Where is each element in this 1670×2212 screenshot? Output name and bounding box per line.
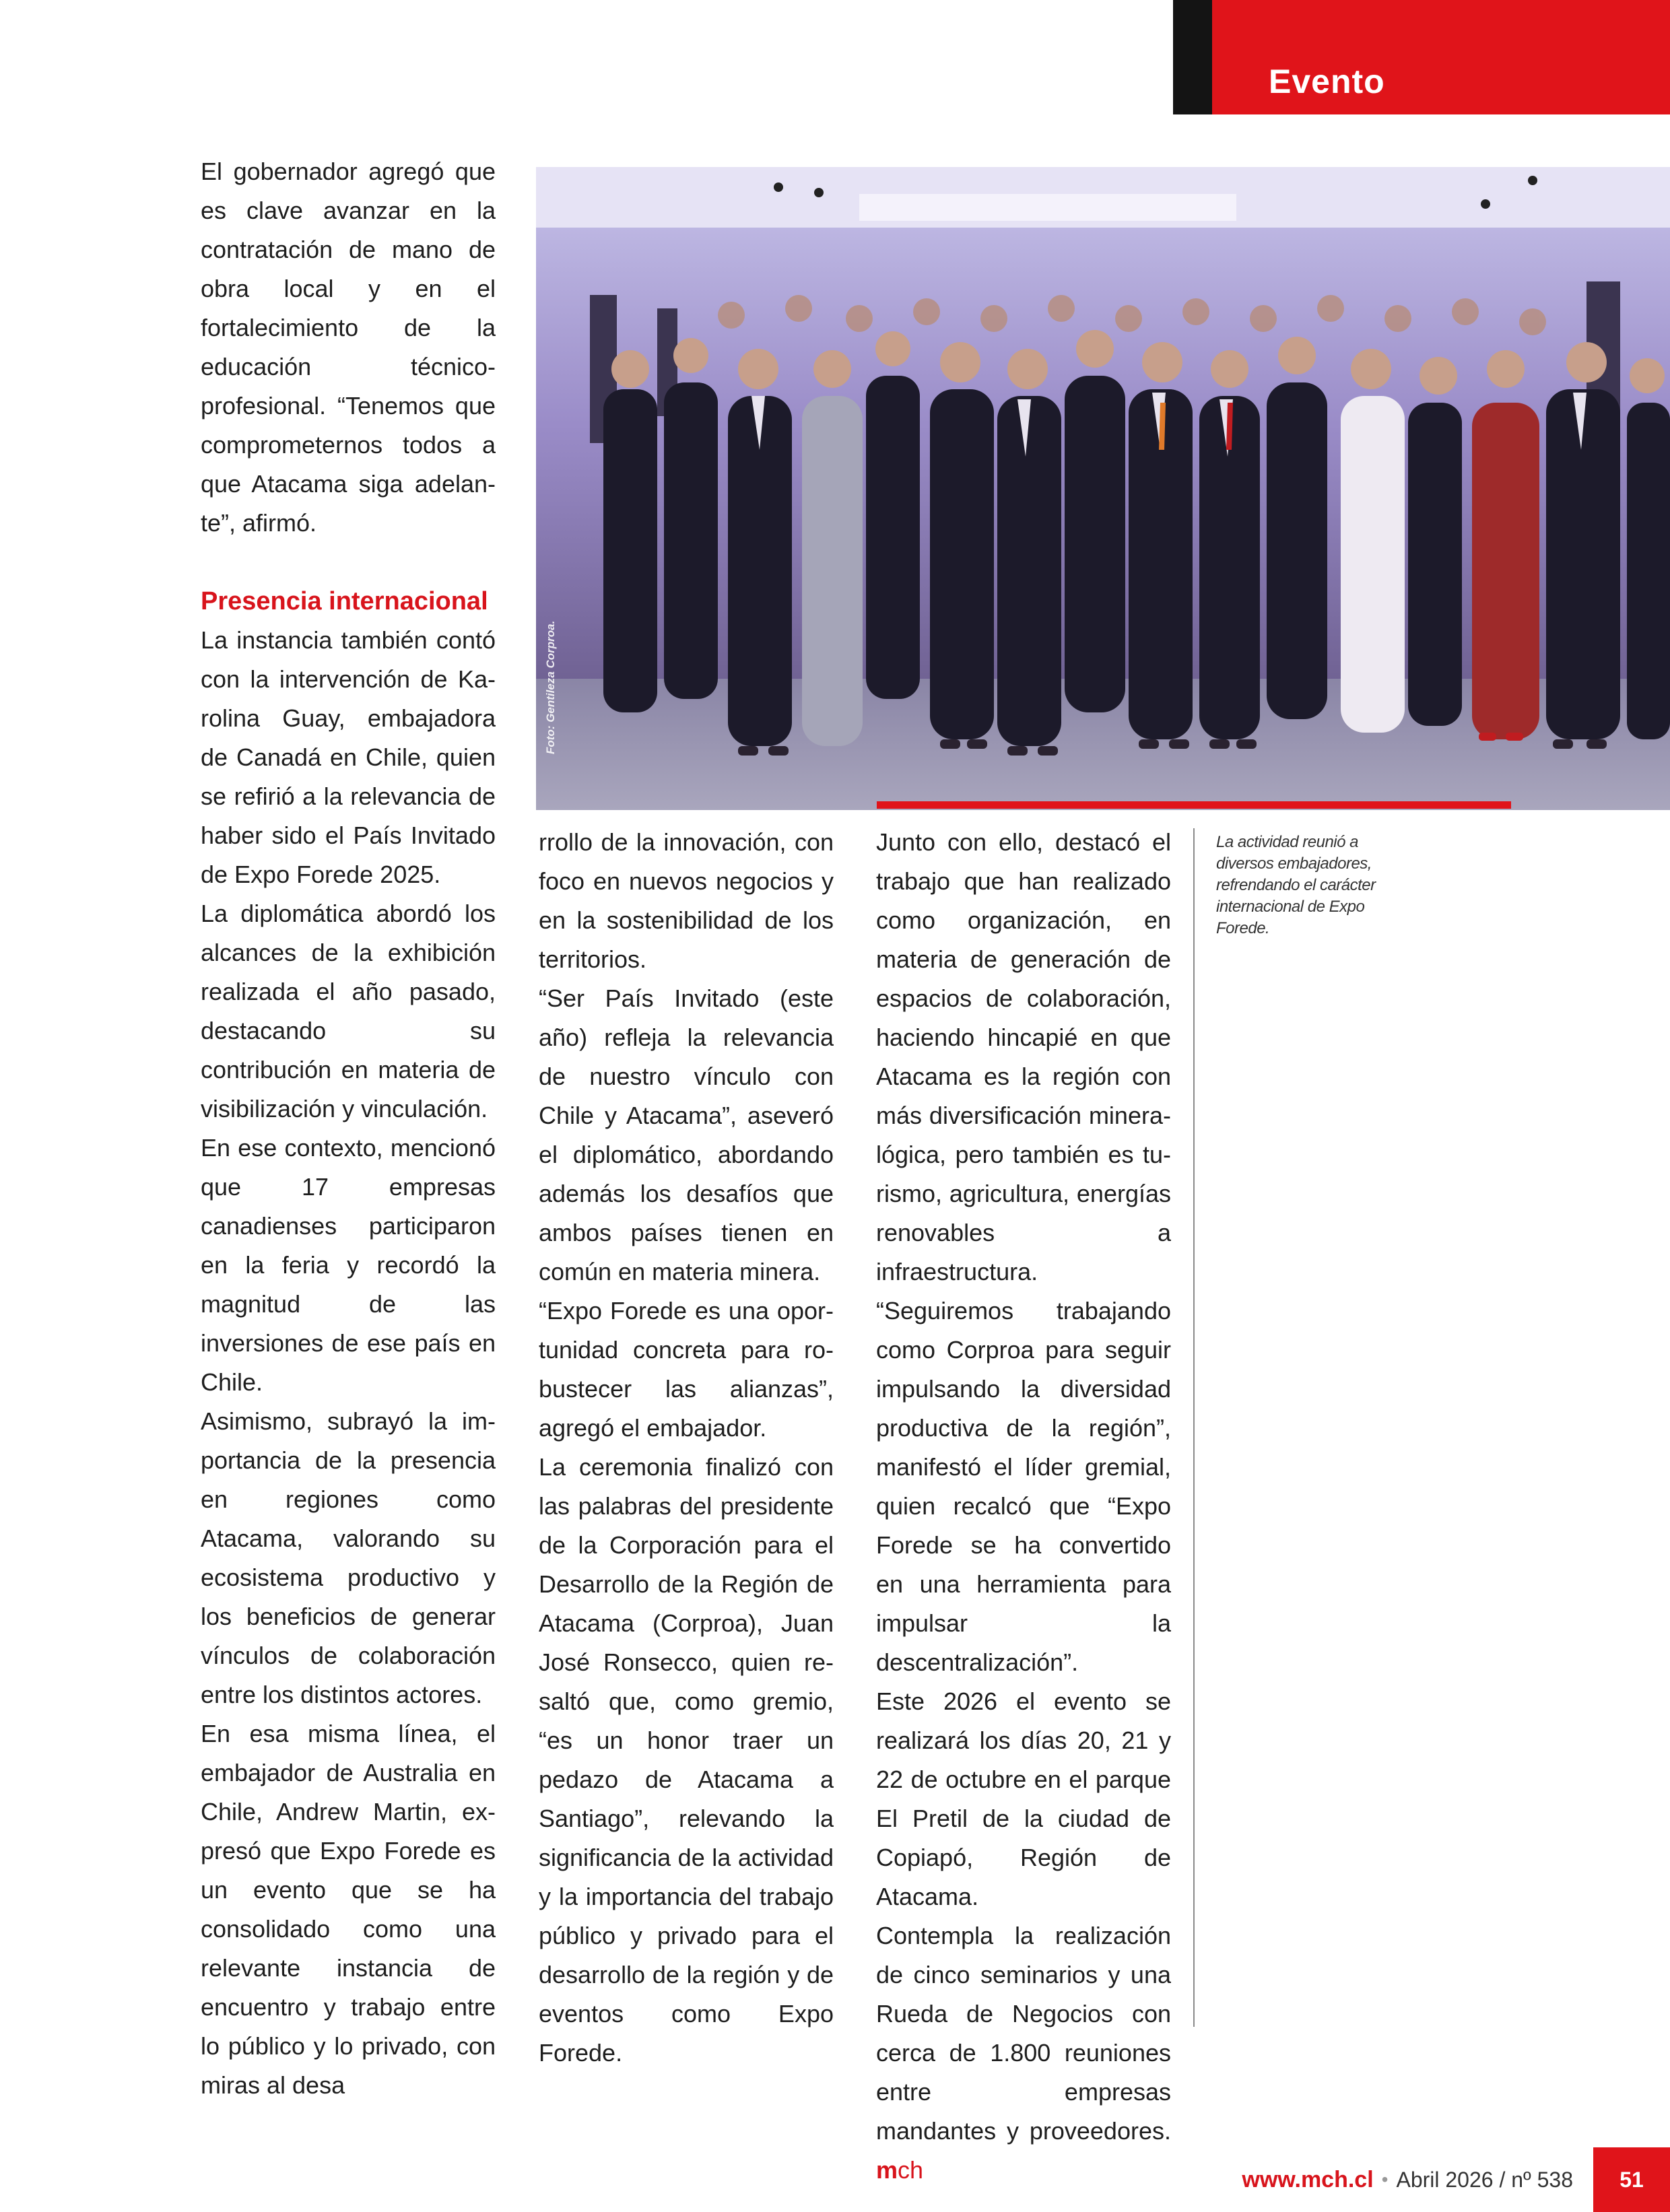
website-link[interactable]: www.mch.cl [1242,2166,1374,2192]
page-footer [997,2156,1670,2203]
article-column-3 [876,823,1171,2190]
paragraph: Asimismo, subrayó la importancia de la presencia en regiones como Atacama, valorando su ecosistema productivo y los beneficios de generar vínculos de colaboración entre los distintos actores. [201,1407,496,1708]
section-tab-bar [1173,0,1212,114]
page-number: 51 [1593,2147,1670,2212]
mch-signature-logo [876,2156,923,2184]
event-photo [536,167,1670,810]
issue-info: Abril 2026 / nº 538 [1396,2167,1573,2192]
photo-caption: La actividad reunió a diversos embajadores, refrendando el carácter internacional de Expo Forede. [1216,833,1376,937]
article-column-2 [539,823,834,2073]
paragraph: “Ser País Invitado (este año) refleja la relevancia de nuestro vínculo con Chile y Atacama”, aseveró el diplomático, abordando además los desafíos que ambos países tienen en común en materia minera. [539,984,834,1285]
logo-m: m [876,2156,898,2184]
logo-ch: ch [898,2156,924,2184]
paragraph: “Seguiremos trabajando como Corproa para seguir impulsando la diversidad productiva de la región”, manifestó el líder gremial, quien recalcó que “Expo Forede se ha convertido en una herramienta para impulsar la descentralización”. [876,1297,1171,1676]
caption-divider [1193,828,1195,2027]
paragraph: La diplomática abordó los alcances de la exhibición realizada el año pasado, destacando su contribución en materia de visibilización y vinculación. [201,900,496,1122]
section-tab [1173,0,1670,114]
paragraph: rrollo de la innovación, con foco en nuevos negocios y en la sostenibilidad de los territorios. [539,828,834,973]
footer-separator: • [1381,2169,1389,2190]
photo-credit: Foto: Gentileza Corproa. [544,620,557,754]
paragraph: “Expo Forede es una oportunidad concreta para robustecer las alianzas”, agregó el embajador. [539,1297,834,1442]
paragraph: El gobernador agregó que es clave avanzar en la contratación de mano de obra local y en el fortalecimiento de la educación técnico-profesional. “Tenemos que comprometernos todos a que Atacama siga adelante”, afirmó. [201,158,496,537]
section-tab-red [1212,0,1670,114]
paragraph [876,1916,1171,2190]
paragraph: En esa misma línea, el embajador de Australia en Chile, Andrew Martin, expresó que Expo Forede es un evento que se ha consolidado como una relevante instancia de encuentro y trabajo entre lo público y lo privado, con miras al desa [201,1720,496,2099]
paragraph-text: Contempla la realización de cinco seminarios y una Rueda de Negocios con cerca de 1.800 reuniones entre empresas mandantes y proveedores. [876,1922,1171,2145]
paragraph: Este 2026 el evento se realizará los días 20, 21 y 22 de octubre en el parque El Pretil de la ciudad de Copiapó, Región de Atacama. [876,1687,1171,1910]
section-label: Evento [1269,63,1385,100]
paragraph: La ceremonia finalizó con las palabras del presidente de la Corporación para el Desarrollo de la Región de Atacama (Corproa), Juan José Ronsecco, quien resaltó que, como gremio, “es un honor traer un pedazo de Atacama a Santiago”, relevando la significancia de la actividad y la importancia del trabajo público y privado para el desarrollo de la región y de eventos como Expo Forede. [539,1453,834,2067]
red-rule [877,801,1511,809]
event-photo-illustration [536,167,1670,810]
subheading: Presencia internacional [201,587,488,615]
paragraph: La instancia también contó con la intervención de Karolina Guay, embajadora de Canadá en Chile, quien se refirió a la relevancia de haber sido el País Invitado de Expo Forede 2025. [201,626,496,888]
article-column-1 [201,152,496,2105]
paragraph: Junto con ello, destacó el trabajo que han realizado como organización, en materia de generación de espacios de colaboración, haciendo hincapié en que Atacama es la región con más diversificación mineralógica, pero también es turismo, agricultura, energías renovables a infraestructura. [876,828,1171,1285]
paragraph: En ese contexto, mencionó que 17 empresas canadienses participaron en la feria y recordó la magnitud de las inversiones de ese país en Chile. [201,1134,496,1396]
